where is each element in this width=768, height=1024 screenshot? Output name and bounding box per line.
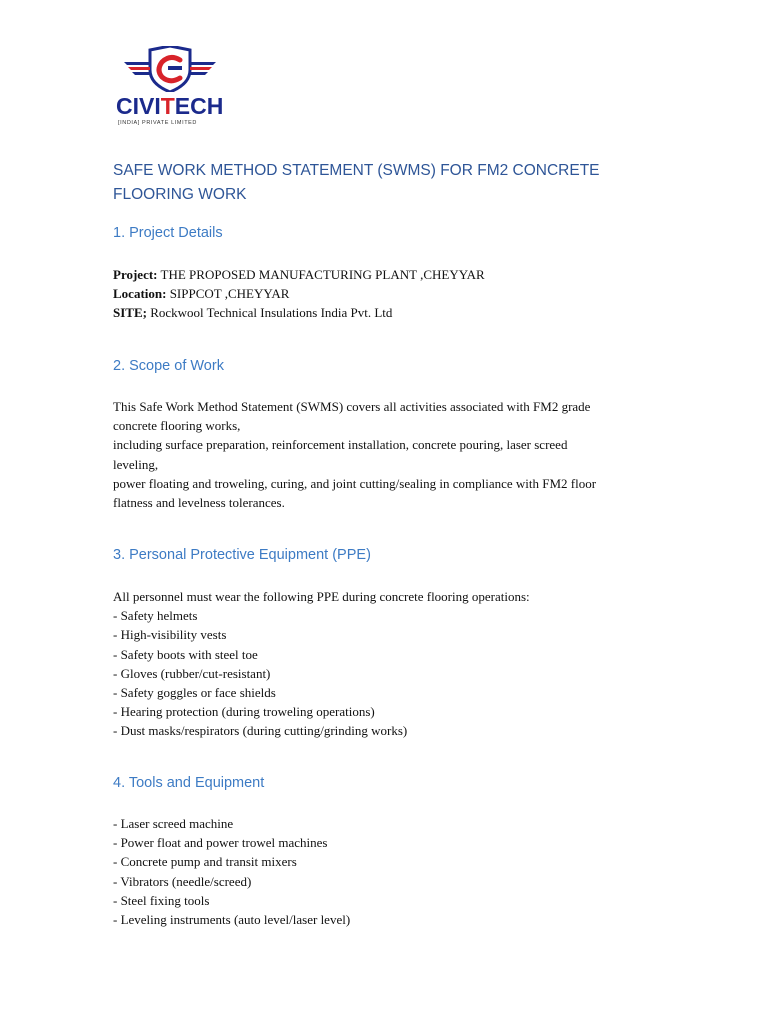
ppe-list: [113, 587, 673, 741]
list-item: - Safety goggles or face shields: [113, 685, 276, 701]
list-item: - Hearing protection (during troweling operations): [113, 704, 375, 720]
scope-line: including surface preparation, reinforcement installation, concrete pouring, laser screed: [113, 437, 568, 453]
location-label: Location:: [113, 286, 167, 302]
list-item: - Vibrators (needle/screed): [113, 873, 252, 889]
site-row: [113, 303, 673, 322]
tools-list: [113, 814, 673, 929]
list-item: - Safety helmets: [113, 608, 198, 624]
scope-line: flatness and levelness tolerances.: [113, 495, 285, 511]
location-row: [113, 284, 673, 303]
scope-line: leveling,: [113, 456, 159, 472]
shield-emblem-icon: [116, 46, 224, 92]
scope-paragraph: [113, 397, 673, 512]
company-subtitle: [INDIA] PRIVATE LIMITED: [118, 120, 197, 126]
list-item: - Gloves (rubber/cut-resistant): [113, 665, 271, 681]
list-item: - Dust masks/respirators (during cutting/grinding works): [113, 723, 408, 739]
site-label: SITE;: [113, 305, 147, 321]
list-item: - Steel fixing tools: [113, 892, 210, 908]
section-heading-tools: 4. Tools and Equipment: [113, 775, 265, 791]
list-item: - Safety boots with steel toe: [113, 646, 258, 662]
section-heading-ppe: 3. Personal Protective Equipment (PPE): [113, 547, 371, 563]
section-heading-project-details: 1. Project Details: [113, 225, 223, 241]
list-item: - Concrete pump and transit mixers: [113, 854, 297, 870]
list-item: - High-visibility vests: [113, 627, 227, 643]
location-value: SIPPCOT ,CHEYYAR: [166, 286, 290, 302]
list-item: - Power float and power trowel machines: [113, 835, 328, 851]
document-title: SAFE WORK METHOD STATEMENT (SWMS) FOR FM2 CONCRETE FLOORING WORK: [113, 162, 600, 203]
list-item: - Laser screed machine: [113, 816, 234, 831]
company-name: CIVITECH: [116, 93, 224, 119]
scope-line: This Safe Work Method Statement (SWMS) covers all activities associated with FM2 grade: [113, 399, 591, 414]
site-value: Rockwool Technical Insulations India Pvt. Ltd: [146, 305, 393, 321]
project-details-block: [113, 265, 673, 323]
section-heading-scope: 2. Scope of Work: [113, 358, 224, 374]
scope-line: power floating and troweling, curing, and joint cutting/sealing in compliance with FM2 floor: [113, 475, 597, 491]
project-row: [113, 265, 673, 284]
list-item: - Leveling instruments (auto level/laser level): [113, 912, 351, 928]
project-value: THE PROPOSED MANUFACTURING PLANT ,CHEYYAR: [157, 267, 485, 282]
ppe-intro: All personnel must wear the following PPE during concrete flooring operations:: [113, 589, 530, 604]
project-label: Project:: [113, 267, 158, 282]
company-logo: [116, 46, 224, 130]
scope-line: concrete flooring works,: [113, 418, 241, 434]
